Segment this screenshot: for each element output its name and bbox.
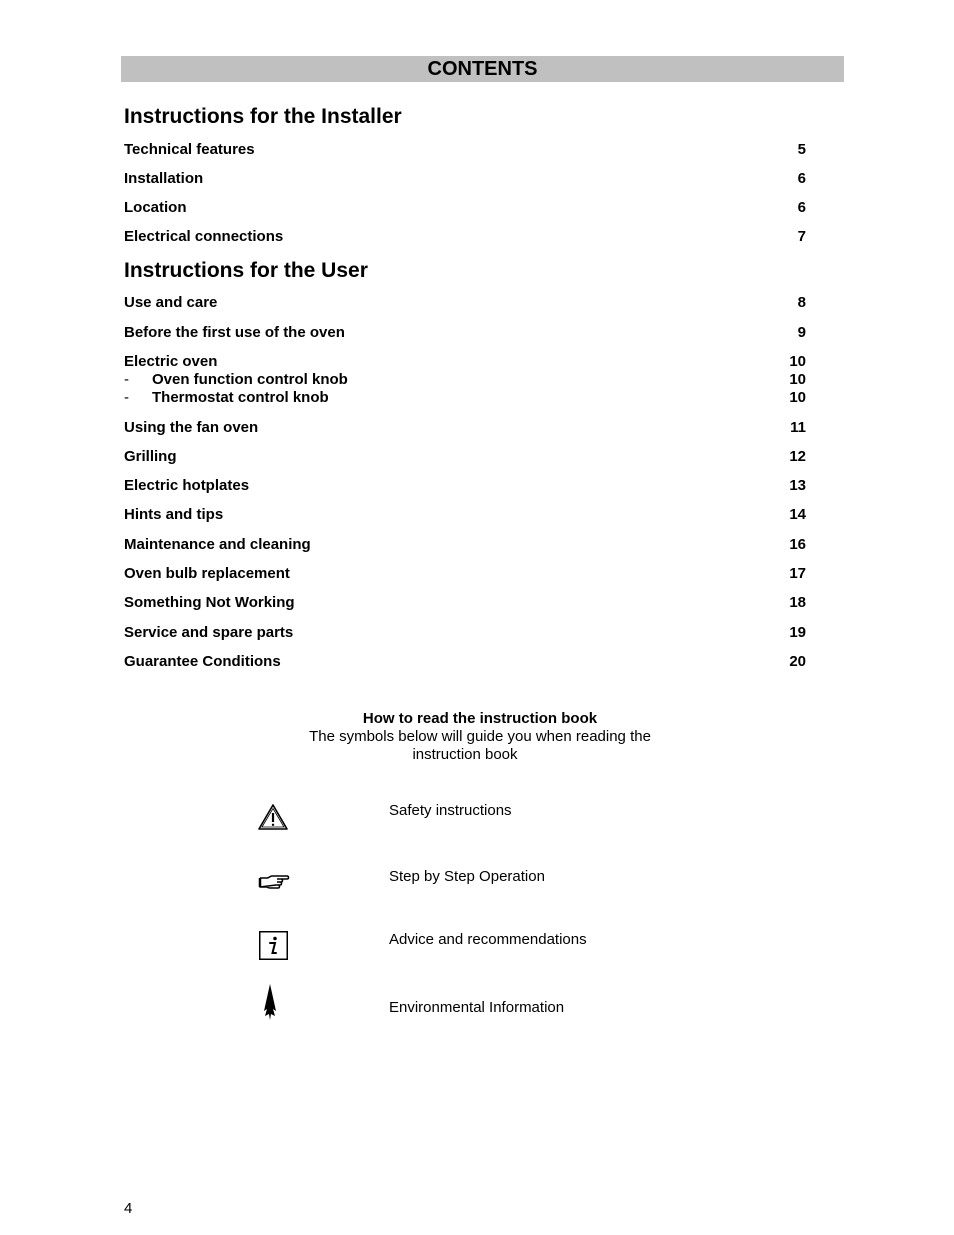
toc-entry[interactable]	[124, 170, 806, 188]
toc-subentry-dash: -	[124, 389, 129, 406]
toc-entry[interactable]	[124, 294, 806, 312]
toc-entry-label: Before the first use of the oven	[124, 324, 345, 341]
toc-entry-label: Oven function control knob	[152, 371, 348, 388]
how-to-read-title: How to read the instruction book	[362, 710, 598, 727]
toc-subentry-dash: -	[124, 371, 129, 388]
page-number: 4	[124, 1200, 133, 1217]
toc-subentry[interactable]	[124, 389, 806, 407]
user-section-title: Instructions for the User	[124, 259, 368, 282]
installer-section-title: Instructions for the Installer	[124, 105, 402, 128]
toc-entry-page: 19	[789, 624, 806, 641]
toc-entry-label: Thermostat control knob	[152, 389, 329, 406]
toc-entry[interactable]	[124, 448, 806, 466]
pointing-hand-icon	[258, 872, 290, 897]
toc-entry-page: 13	[789, 477, 806, 494]
how-to-read-line1: The symbols below will guide you when reading the	[309, 728, 651, 745]
toc-entry-page: 6	[797, 199, 806, 216]
tree-icon	[260, 983, 280, 1026]
toc-entry-label: Hints and tips	[124, 506, 224, 523]
contents-title: CONTENTS	[427, 58, 538, 80]
toc-entry-label: Something Not Working	[124, 594, 295, 611]
how-to-read-line2: instruction book	[412, 746, 518, 763]
toc-entry-label: Maintenance and cleaning	[124, 536, 311, 553]
toc-entry-page: 11	[790, 419, 806, 436]
toc-entry[interactable]	[124, 199, 806, 217]
toc-entry-page: 18	[789, 594, 806, 611]
toc-entry-page: 5	[797, 141, 806, 158]
toc-entry-label: Service and spare parts	[124, 624, 294, 641]
toc-entry-page: 8	[797, 294, 806, 311]
toc-entry-label: Use and care	[124, 294, 218, 311]
toc-entry[interactable]	[124, 565, 806, 583]
toc-entry-page: 17	[789, 565, 806, 582]
toc-entry-page: 20	[789, 653, 806, 670]
toc-entry-label: Guarantee Conditions	[124, 653, 281, 670]
toc-entry[interactable]	[124, 506, 806, 524]
toc-entry[interactable]	[124, 477, 806, 495]
toc-entry-label: Location	[124, 199, 187, 216]
toc-entry-page: 6	[797, 170, 806, 187]
toc-entry-label: Electrical connections	[124, 228, 284, 245]
toc-entry[interactable]	[124, 141, 806, 159]
toc-entry-page: 16	[789, 536, 806, 553]
toc-entry[interactable]	[124, 228, 806, 246]
toc-entry-label: Installation	[124, 170, 204, 187]
toc-entry-label: Grilling	[124, 448, 177, 465]
toc-entry[interactable]	[124, 353, 806, 371]
legend-text: Safety instructions	[389, 802, 512, 819]
toc-entry[interactable]	[124, 324, 806, 342]
toc-entry-page: 10	[789, 389, 806, 406]
legend-text: Environmental Information	[389, 999, 565, 1016]
toc-entry-page: 12	[789, 448, 806, 465]
toc-entry-label: Using the fan oven	[124, 419, 259, 436]
toc-entry-page: 10	[789, 371, 806, 388]
toc-entry-label: Electric hotplates	[124, 477, 250, 494]
toc-entry-page: 14	[789, 506, 806, 523]
toc-entry-page: 10	[789, 353, 806, 370]
warning-triangle-icon	[257, 803, 289, 836]
legend-text: Advice and recommendations	[389, 931, 587, 948]
toc-entry[interactable]	[124, 594, 806, 612]
toc-entry[interactable]	[124, 653, 806, 671]
toc-entry-label: Technical features	[124, 141, 255, 158]
toc-entry[interactable]	[124, 536, 806, 554]
toc-subentry[interactable]	[124, 371, 806, 389]
toc-entry-page: 7	[797, 228, 806, 245]
contents-header-bar	[121, 56, 844, 82]
toc-entry-page: 9	[797, 324, 806, 341]
toc-entry-label: Electric oven	[124, 353, 218, 370]
toc-entry-label: Oven bulb replacement	[124, 565, 290, 582]
toc-entry[interactable]	[124, 419, 806, 437]
toc-entry[interactable]	[124, 624, 806, 642]
legend-text: Step by Step Operation	[389, 868, 545, 885]
info-box-icon	[259, 931, 288, 965]
how-to-read-block	[290, 710, 670, 764]
